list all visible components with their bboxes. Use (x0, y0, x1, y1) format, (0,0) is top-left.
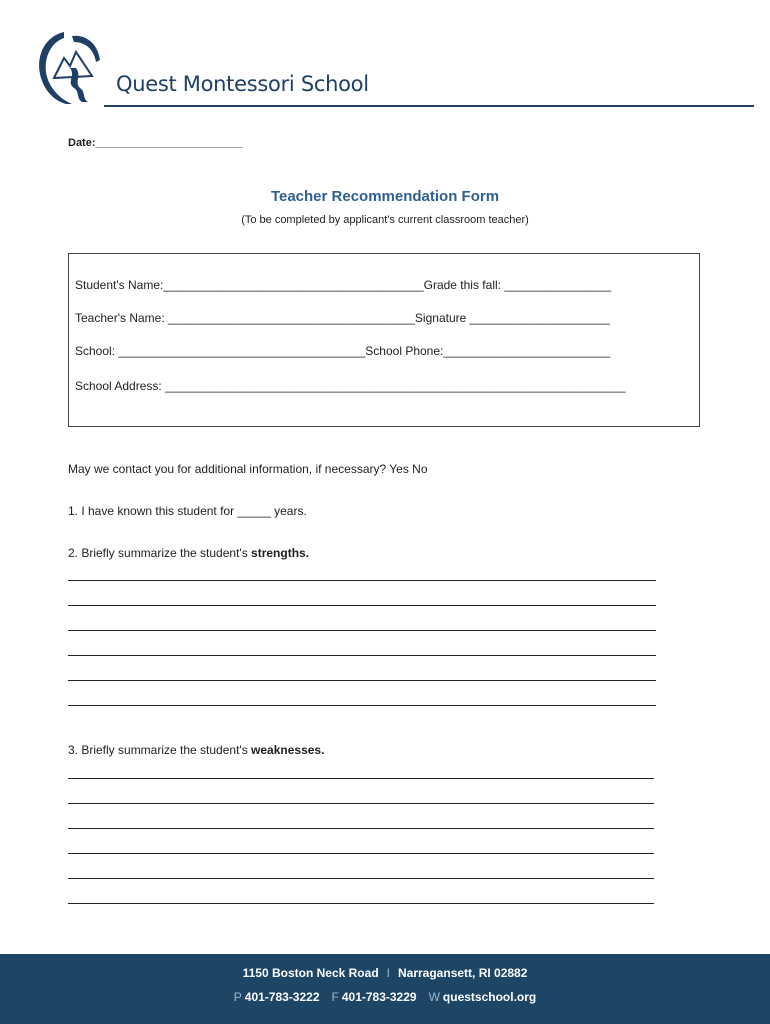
question-3 (68, 743, 324, 757)
footer-contact-line (0, 990, 770, 1004)
school-logo-icon (36, 28, 106, 108)
footer-phone[interactable]: 401-783-3222 (244, 990, 320, 1004)
footer-street: 1150 Boston Neck Road (242, 966, 379, 980)
weaknesses-line[interactable] (68, 828, 654, 829)
footer-address-line (0, 966, 770, 980)
weaknesses-line[interactable] (68, 803, 654, 804)
weaknesses-line[interactable] (68, 778, 654, 779)
strengths-line[interactable] (68, 605, 656, 606)
weaknesses-line[interactable] (68, 878, 654, 879)
question-2-text: 2. Briefly summarize the student's (68, 546, 252, 560)
phone-label: P (233, 990, 242, 1004)
school-address-row[interactable]: School Address: _____________________________________________________________________ (75, 379, 626, 393)
contact-question[interactable]: May we contact you for additional information, if necessary? Yes No (68, 462, 428, 476)
teacher-name-row[interactable]: Teacher's Name: _____________________________________Signature _____________________ (75, 311, 610, 325)
question-2 (68, 546, 309, 560)
question-3-text: 3. Briefly summarize the student's (68, 743, 252, 757)
weaknesses-line[interactable] (68, 853, 654, 854)
question-3-emphasis: weaknesses. (251, 743, 325, 757)
strengths-line[interactable] (68, 580, 656, 581)
question-2-emphasis: strengths. (251, 546, 310, 560)
strengths-line[interactable] (68, 630, 656, 631)
form-subtitle: (To be completed by applicant's current classroom teacher) (241, 214, 529, 226)
header-divider (104, 105, 754, 107)
web-label: W (428, 990, 440, 1004)
footer-city: Narragansett, RI 02882 (398, 966, 528, 980)
school-name: Quest Montessori School (116, 72, 369, 96)
date-blank: ________________________ (95, 137, 243, 149)
strengths-line[interactable] (68, 705, 656, 706)
date-field[interactable] (68, 137, 242, 149)
footer-separator: I (386, 966, 390, 980)
strengths-line[interactable] (68, 655, 656, 656)
weaknesses-line[interactable] (68, 903, 654, 904)
footer-fax: 401-783-3229 (341, 990, 417, 1004)
form-title: Teacher Recommendation Form (270, 188, 500, 205)
footer-website-link[interactable]: questschool.org (442, 990, 537, 1004)
question-1[interactable]: 1. I have known this student for _____ years. (68, 504, 307, 518)
student-name-row[interactable]: Student's Name:_______________________________________Grade this fall: ________________ (75, 278, 612, 292)
date-label: Date: (68, 137, 96, 149)
strengths-line[interactable] (68, 680, 656, 681)
school-row[interactable]: School: _____________________________________School Phone:_________________________ (75, 344, 611, 358)
fax-label: F (331, 990, 339, 1004)
footer (0, 954, 770, 1024)
